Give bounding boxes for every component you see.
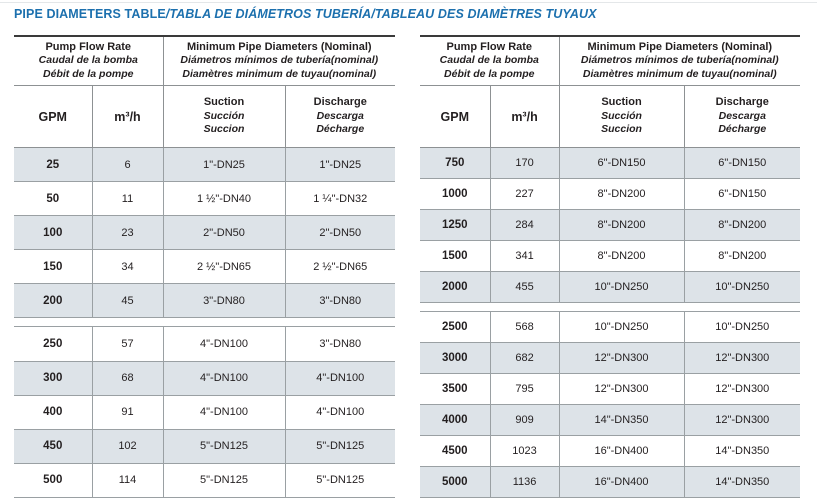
suction-value: 3"-DN80 (163, 284, 285, 318)
suction-value: 5"-DN125 (163, 429, 285, 463)
suction-value: 14"-DN350 (559, 405, 684, 436)
table-row (14, 395, 395, 429)
gpm-value: 5000 (420, 467, 490, 498)
table-row (420, 436, 800, 467)
m3h-value: 68 (92, 361, 163, 395)
m3h-value: 682 (490, 343, 559, 374)
suction-value: 8"-DN200 (559, 210, 684, 241)
gpm-value: 200 (14, 284, 92, 318)
discharge-value: 3"-DN80 (285, 327, 395, 361)
group-separator (420, 303, 800, 312)
table-row (420, 241, 800, 272)
header-gpm: GPM (14, 86, 92, 148)
header-diam-en: Minimum Pipe Diameters (Nominal) (587, 40, 773, 53)
header-diam-fr: Diamètres minimum de tuyau(nominal) (182, 67, 377, 80)
page-top-edge (0, 2, 817, 3)
page-title-main: PIPE DIAMETERS TABLE (14, 7, 166, 21)
table-row (420, 272, 800, 303)
header-discharge (285, 86, 395, 148)
header-flow-fr: Débit de la pompe (43, 67, 134, 80)
gpm-value: 450 (14, 429, 92, 463)
discharge-value: 5"-DN125 (285, 429, 395, 463)
discharge-value: 1"-DN25 (285, 148, 395, 182)
gpm-value: 100 (14, 216, 92, 250)
header-flow-es: Caudal de la bomba (439, 54, 539, 67)
suction-value: 16"-DN400 (559, 436, 684, 467)
gpm-value: 150 (14, 250, 92, 284)
header-discharge-es: Descarga (316, 109, 364, 122)
table-row (14, 250, 395, 284)
pipe-table-left (14, 35, 395, 498)
page-title (14, 7, 597, 21)
header-flow-en: Pump Flow Rate (45, 40, 132, 53)
m3h-value: 227 (490, 179, 559, 210)
discharge-value: 4"-DN100 (285, 361, 395, 395)
header-pump-flow-rate (14, 36, 163, 86)
discharge-value: 8"-DN200 (684, 210, 800, 241)
pipe-table-right (420, 35, 800, 498)
gpm-value: 400 (14, 395, 92, 429)
discharge-value: 6"-DN150 (684, 179, 800, 210)
suction-value: 12"-DN300 (559, 374, 684, 405)
header-diam-es: Diámetros mínimos de tubería(nominal) (580, 54, 779, 67)
header-m3h: m³/h (490, 86, 559, 148)
m3h-value: 45 (92, 284, 163, 318)
gpm-value: 750 (420, 148, 490, 179)
discharge-value: 1 ¼"-DN32 (285, 182, 395, 216)
suction-value: 1 ½"-DN40 (163, 182, 285, 216)
header-columns-row (420, 86, 800, 148)
suction-value: 8"-DN200 (559, 241, 684, 272)
m3h-value: 1023 (490, 436, 559, 467)
header-pump-flow-rate (420, 36, 559, 86)
group-separator-gap (14, 318, 395, 327)
suction-value: 2"-DN50 (163, 216, 285, 250)
header-group-row (14, 36, 395, 86)
suction-value: 4"-DN100 (163, 327, 285, 361)
discharge-value: 10"-DN250 (684, 312, 800, 343)
suction-value: 1"-DN25 (163, 148, 285, 182)
header-suction-es: Succión (203, 109, 245, 122)
m3h-value: 1136 (490, 467, 559, 498)
discharge-value: 12"-DN300 (684, 374, 800, 405)
table-row (14, 429, 395, 463)
suction-value: 8"-DN200 (559, 179, 684, 210)
header-discharge-fr: Décharge (316, 123, 365, 136)
gpm-value: 3000 (420, 343, 490, 374)
discharge-value: 2"-DN50 (285, 216, 395, 250)
header-discharge (684, 86, 800, 148)
header-discharge-en: Discharge (313, 96, 367, 109)
table-row (420, 210, 800, 241)
header-m3h: m³/h (92, 86, 163, 148)
discharge-value: 2 ½"-DN65 (285, 250, 395, 284)
discharge-value: 4"-DN100 (285, 395, 395, 429)
header-diam-es: Diámetros mínimos de tubería(nominal) (180, 54, 379, 67)
header-suction-en: Suction (601, 96, 642, 109)
table-row (14, 148, 395, 182)
table-row (14, 182, 395, 216)
gpm-value: 25 (14, 148, 92, 182)
table-row (420, 374, 800, 405)
group-separator-gap (420, 303, 800, 312)
header-flow-es: Caudal de la bomba (38, 54, 138, 67)
table-row (14, 216, 395, 250)
header-suction (163, 86, 285, 148)
header-discharge-en: Discharge (715, 96, 769, 109)
m3h-value: 170 (490, 148, 559, 179)
header-flow-fr: Débit de la pompe (444, 67, 535, 80)
table-row (420, 312, 800, 343)
suction-value: 4"-DN100 (163, 395, 285, 429)
m3h-value: 102 (92, 429, 163, 463)
suction-value: 6"-DN150 (559, 148, 684, 179)
header-diam-en: Minimum Pipe Diameters (Nominal) (186, 40, 372, 53)
m3h-value: 284 (490, 210, 559, 241)
m3h-value: 23 (92, 216, 163, 250)
header-suction-fr: Succion (203, 123, 245, 136)
header-discharge-fr: Décharge (718, 123, 767, 136)
gpm-value: 2500 (420, 312, 490, 343)
m3h-value: 91 (92, 395, 163, 429)
m3h-value: 11 (92, 182, 163, 216)
discharge-value: 12"-DN300 (684, 343, 800, 374)
header-min-pipe-diameters (559, 36, 800, 86)
discharge-value: 6"-DN150 (684, 148, 800, 179)
table-row (14, 327, 395, 361)
gpm-value: 4500 (420, 436, 490, 467)
suction-value: 4"-DN100 (163, 361, 285, 395)
suction-value: 10"-DN250 (559, 312, 684, 343)
gpm-value: 300 (14, 361, 92, 395)
table-row (420, 405, 800, 436)
discharge-value: 12"-DN300 (684, 405, 800, 436)
table-row (14, 361, 395, 395)
table-row (420, 343, 800, 374)
discharge-value: 3"-DN80 (285, 284, 395, 318)
header-diam-fr: Diamètres minimum de tuyau(nominal) (582, 67, 777, 80)
gpm-value: 1000 (420, 179, 490, 210)
suction-value: 5"-DN125 (163, 463, 285, 497)
header-flow-en: Pump Flow Rate (446, 40, 533, 53)
gpm-value: 4000 (420, 405, 490, 436)
gpm-value: 1500 (420, 241, 490, 272)
discharge-value: 14"-DN350 (684, 467, 800, 498)
header-columns-row (14, 86, 395, 148)
suction-value: 12"-DN300 (559, 343, 684, 374)
header-suction-es: Succión (601, 109, 642, 122)
m3h-value: 6 (92, 148, 163, 182)
table-row (420, 467, 800, 498)
tables-container (14, 35, 800, 498)
m3h-value: 795 (490, 374, 559, 405)
gpm-value: 250 (14, 327, 92, 361)
m3h-value: 57 (92, 327, 163, 361)
table-row (14, 284, 395, 318)
suction-value: 16"-DN400 (559, 467, 684, 498)
discharge-value: 5"-DN125 (285, 463, 395, 497)
table-row (420, 179, 800, 210)
header-gpm: GPM (420, 86, 490, 148)
group-separator (14, 318, 395, 327)
m3h-value: 34 (92, 250, 163, 284)
discharge-value: 8"-DN200 (684, 241, 800, 272)
discharge-value: 14"-DN350 (684, 436, 800, 467)
header-min-pipe-diameters (163, 36, 395, 86)
gpm-value: 3500 (420, 374, 490, 405)
table-row (14, 463, 395, 497)
page-title-translations: /TABLA DE DIÁMETROS TUBERÍA/TABLEAU DES DIAMÈTRES TUYAUX (165, 7, 597, 21)
m3h-value: 341 (490, 241, 559, 272)
suction-value: 2 ½"-DN65 (163, 250, 285, 284)
header-suction (559, 86, 684, 148)
m3h-value: 568 (490, 312, 559, 343)
header-suction-en: Suction (203, 96, 245, 109)
table-row (420, 148, 800, 179)
m3h-value: 114 (92, 463, 163, 497)
gpm-value: 500 (14, 463, 92, 497)
gpm-value: 2000 (420, 272, 490, 303)
gpm-value: 50 (14, 182, 92, 216)
suction-value: 10"-DN250 (559, 272, 684, 303)
header-discharge-es: Descarga (718, 109, 766, 122)
m3h-value: 909 (490, 405, 559, 436)
gpm-value: 1250 (420, 210, 490, 241)
discharge-value: 10"-DN250 (684, 272, 800, 303)
header-group-row (420, 36, 800, 86)
m3h-value: 455 (490, 272, 559, 303)
header-suction-fr: Succion (601, 123, 642, 136)
